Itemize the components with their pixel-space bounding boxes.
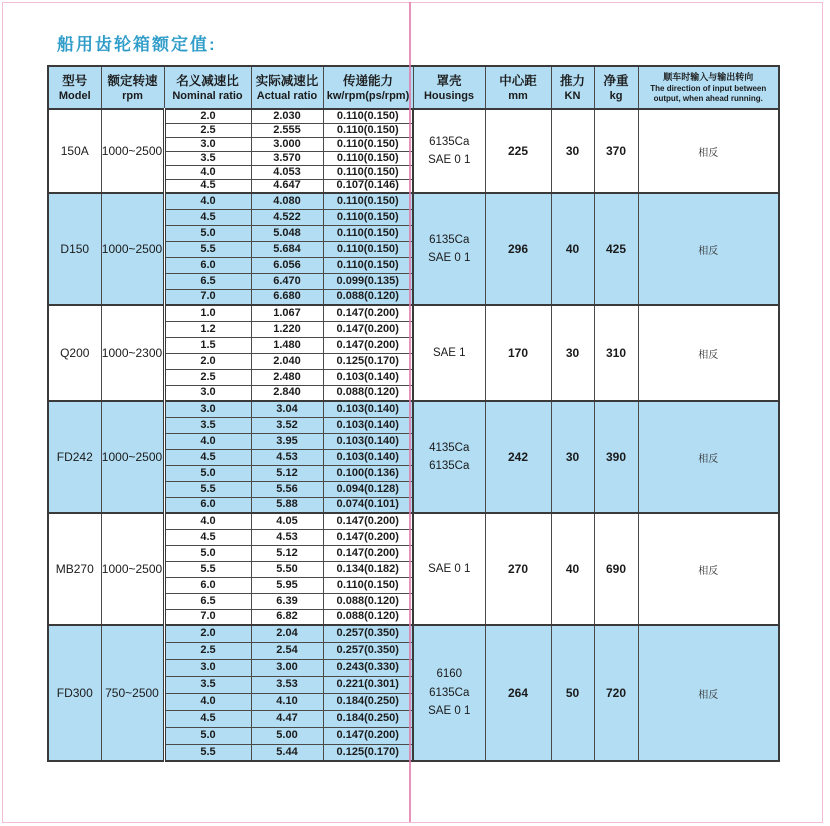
capacity-cell: 0.110(0.150): [323, 193, 413, 209]
nominal-ratio-cell: 4.0: [164, 165, 251, 179]
nominal-ratio-cell: 5.0: [164, 545, 251, 561]
housings-cell: SAE 1: [413, 305, 485, 401]
gearbox-ratings-table: [47, 65, 780, 762]
nominal-ratio-cell: 3.5: [164, 676, 251, 693]
housings-cell: 4135Ca 6135Ca: [413, 401, 485, 513]
nominal-ratio-cell: 5.5: [164, 744, 251, 761]
header-net-weight-en: kg: [609, 89, 623, 102]
capacity-cell: 0.184(0.250): [323, 693, 413, 710]
rpm-cell: 750~2500: [101, 625, 164, 761]
actual-ratio-cell: 5.684: [251, 241, 323, 257]
capacity-cell: 0.107(0.146): [323, 179, 413, 193]
model-cell: MB270: [48, 513, 101, 625]
nominal-ratio-cell: 4.0: [164, 513, 251, 529]
capacity-cell: 0.125(0.170): [323, 744, 413, 761]
ratio-row: [48, 305, 779, 321]
header-model: [48, 66, 101, 109]
capacity-cell: 0.110(0.150): [323, 209, 413, 225]
nominal-ratio-cell: 2.5: [164, 642, 251, 659]
capacity-cell: 0.147(0.200): [323, 545, 413, 561]
capacity-cell: 0.110(0.150): [323, 241, 413, 257]
nominal-ratio-cell: 1.2: [164, 321, 251, 337]
nominal-ratio-cell: 6.5: [164, 593, 251, 609]
actual-ratio-cell: 6.39: [251, 593, 323, 609]
capacity-cell: 0.103(0.140): [323, 449, 413, 465]
actual-ratio-cell: 4.522: [251, 209, 323, 225]
nominal-ratio-cell: 2.0: [164, 109, 251, 123]
actual-ratio-cell: 4.647: [251, 179, 323, 193]
nominal-ratio-cell: 6.5: [164, 273, 251, 289]
header-capacity-en: kw/rpm(ps/rpm): [326, 89, 410, 102]
capacity-cell: 0.074(0.101): [323, 497, 413, 513]
header-model-zh: 型号: [62, 73, 88, 88]
header-actual-ratio: [251, 66, 323, 109]
header-housings-en: Housings: [423, 89, 475, 102]
capacity-cell: 0.257(0.350): [323, 625, 413, 642]
direction-cell: 相反: [638, 625, 779, 761]
header-capacity-zh: 传递能力: [342, 73, 393, 88]
actual-ratio-cell: 2.555: [251, 123, 323, 137]
header-nominal-ratio: [164, 66, 251, 109]
actual-ratio-cell: 2.480: [251, 369, 323, 385]
capacity-cell: 0.100(0.136): [323, 465, 413, 481]
direction-cell: 相反: [638, 305, 779, 401]
nominal-ratio-cell: 5.0: [164, 465, 251, 481]
nominal-ratio-cell: 4.5: [164, 529, 251, 545]
rpm-cell: 1000~2500: [101, 513, 164, 625]
header-center-distance-zh: 中心距: [499, 73, 537, 88]
capacity-cell: 0.110(0.150): [323, 257, 413, 273]
thrust-cell: 30: [551, 109, 594, 193]
nominal-ratio-cell: 6.0: [164, 577, 251, 593]
actual-ratio-cell: 6.056: [251, 257, 323, 273]
nominal-ratio-cell: 3.5: [164, 151, 251, 165]
rpm-cell: 1000~2500: [101, 401, 164, 513]
capacity-cell: 0.184(0.250): [323, 710, 413, 727]
actual-ratio-cell: 5.00: [251, 727, 323, 744]
weight-cell: 370: [594, 109, 638, 193]
capacity-cell: 0.103(0.140): [323, 417, 413, 433]
nominal-ratio-cell: 3.0: [164, 659, 251, 676]
nominal-ratio-cell: 3.0: [164, 137, 251, 151]
actual-ratio-cell: 4.080: [251, 193, 323, 209]
housings-cell: SAE 0 1: [413, 513, 485, 625]
actual-ratio-cell: 4.53: [251, 449, 323, 465]
header-net-weight-zh: 净重: [603, 73, 629, 88]
rpm-cell: 1000~2500: [101, 109, 164, 193]
nominal-ratio-cell: 6.0: [164, 257, 251, 273]
direction-cell: 相反: [638, 401, 779, 513]
header-thrust-en: KN: [564, 89, 581, 102]
capacity-cell: 0.110(0.150): [323, 109, 413, 123]
nominal-ratio-cell: 2.5: [164, 369, 251, 385]
capacity-cell: 0.147(0.200): [323, 727, 413, 744]
actual-ratio-cell: 5.12: [251, 465, 323, 481]
actual-ratio-cell: 2.840: [251, 385, 323, 401]
weight-cell: 425: [594, 193, 638, 305]
direction-cell: 相反: [638, 193, 779, 305]
model-cell: D150: [48, 193, 101, 305]
actual-ratio-cell: 3.53: [251, 676, 323, 693]
actual-ratio-cell: 4.47: [251, 710, 323, 727]
header-nominal-ratio-en: Nominal ratio: [172, 89, 243, 102]
ratio-row: [48, 193, 779, 209]
capacity-cell: 0.103(0.140): [323, 433, 413, 449]
nominal-ratio-cell: 1.0: [164, 305, 251, 321]
header-model-en: Model: [58, 89, 91, 102]
header-thrust: [551, 66, 594, 109]
header-actual-ratio-zh: 实际减速比: [255, 73, 319, 88]
capacity-cell: 0.110(0.150): [323, 225, 413, 241]
nominal-ratio-cell: 3.5: [164, 417, 251, 433]
actual-ratio-cell: 3.95: [251, 433, 323, 449]
header-rated-speed: [101, 66, 164, 109]
actual-ratio-cell: 4.053: [251, 165, 323, 179]
capacity-cell: 0.221(0.301): [323, 676, 413, 693]
center-distance-cell: 170: [485, 305, 551, 401]
ratio-row: [48, 109, 779, 123]
nominal-ratio-cell: 4.5: [164, 710, 251, 727]
actual-ratio-cell: 3.04: [251, 401, 323, 417]
nominal-ratio-cell: 6.0: [164, 497, 251, 513]
actual-ratio-cell: 1.480: [251, 337, 323, 353]
actual-ratio-cell: 4.53: [251, 529, 323, 545]
nominal-ratio-cell: 4.0: [164, 693, 251, 710]
model-cell: FD242: [48, 401, 101, 513]
actual-ratio-cell: 2.030: [251, 109, 323, 123]
housings-cell: 6135Ca SAE 0 1: [413, 193, 485, 305]
nominal-ratio-cell: 4.0: [164, 433, 251, 449]
capacity-cell: 0.147(0.200): [323, 321, 413, 337]
center-distance-cell: 242: [485, 401, 551, 513]
actual-ratio-cell: 3.000: [251, 137, 323, 151]
nominal-ratio-cell: 2.0: [164, 353, 251, 369]
actual-ratio-cell: 2.040: [251, 353, 323, 369]
header-direction-en1: The direction of input between: [650, 84, 767, 94]
thrust-cell: 40: [551, 513, 594, 625]
header-housings-zh: 罩壳: [436, 73, 462, 88]
nominal-ratio-cell: 5.0: [164, 225, 251, 241]
capacity-cell: 0.147(0.200): [323, 337, 413, 353]
nominal-ratio-cell: 7.0: [164, 609, 251, 625]
header-net-weight: [594, 66, 638, 109]
header-row: [48, 66, 779, 109]
ratio-row: [48, 513, 779, 529]
rpm-cell: 1000~2300: [101, 305, 164, 401]
header-center-distance-en: mm: [508, 89, 528, 102]
capacity-cell: 0.110(0.150): [323, 165, 413, 179]
actual-ratio-cell: 5.50: [251, 561, 323, 577]
page-title: 船用齿轮箱额定值:: [57, 35, 217, 54]
nominal-ratio-cell: 2.5: [164, 123, 251, 137]
capacity-cell: 0.110(0.150): [323, 123, 413, 137]
actual-ratio-cell: 2.54: [251, 642, 323, 659]
center-distance-cell: 296: [485, 193, 551, 305]
actual-ratio-cell: 5.048: [251, 225, 323, 241]
weight-cell: 720: [594, 625, 638, 761]
actual-ratio-cell: 4.10: [251, 693, 323, 710]
capacity-cell: 0.257(0.350): [323, 642, 413, 659]
nominal-ratio-cell: 3.0: [164, 385, 251, 401]
header-direction: [638, 66, 779, 109]
capacity-cell: 0.243(0.330): [323, 659, 413, 676]
nominal-ratio-cell: 3.0: [164, 401, 251, 417]
actual-ratio-cell: 5.44: [251, 744, 323, 761]
model-cell: 150A: [48, 109, 101, 193]
header-direction-zh: 顺车时输入与输出转向: [663, 71, 754, 82]
model-cell: FD300: [48, 625, 101, 761]
nominal-ratio-cell: 7.0: [164, 289, 251, 305]
capacity-cell: 0.147(0.200): [323, 529, 413, 545]
actual-ratio-cell: 1.067: [251, 305, 323, 321]
thrust-cell: 40: [551, 193, 594, 305]
header-capacity: [323, 66, 413, 109]
housings-cell: 6135Ca SAE 0 1: [413, 109, 485, 193]
nominal-ratio-cell: 5.5: [164, 481, 251, 497]
actual-ratio-cell: 3.570: [251, 151, 323, 165]
housings-cell: 6160 6135Ca SAE 0 1: [413, 625, 485, 761]
actual-ratio-cell: 1.220: [251, 321, 323, 337]
capacity-cell: 0.110(0.150): [323, 151, 413, 165]
nominal-ratio-cell: 1.5: [164, 337, 251, 353]
header-nominal-ratio-zh: 名义减速比: [176, 73, 239, 88]
thrust-cell: 30: [551, 401, 594, 513]
capacity-cell: 0.094(0.128): [323, 481, 413, 497]
capacity-cell: 0.088(0.120): [323, 385, 413, 401]
nominal-ratio-cell: 5.5: [164, 561, 251, 577]
weight-cell: 310: [594, 305, 638, 401]
capacity-cell: 0.088(0.120): [323, 593, 413, 609]
actual-ratio-cell: 5.12: [251, 545, 323, 561]
nominal-ratio-cell: 5.5: [164, 241, 251, 257]
table-body: [48, 109, 779, 761]
nominal-ratio-cell: 4.0: [164, 193, 251, 209]
ratio-row: [48, 625, 779, 642]
model-cell: Q200: [48, 305, 101, 401]
capacity-cell: 0.110(0.150): [323, 577, 413, 593]
nominal-ratio-cell: 4.5: [164, 179, 251, 193]
center-distance-cell: 225: [485, 109, 551, 193]
center-distance-cell: 264: [485, 625, 551, 761]
direction-cell: 相反: [638, 109, 779, 193]
capacity-cell: 0.110(0.150): [323, 137, 413, 151]
capacity-cell: 0.099(0.135): [323, 273, 413, 289]
capacity-cell: 0.088(0.120): [323, 609, 413, 625]
nominal-ratio-cell: 4.5: [164, 449, 251, 465]
capacity-cell: 0.147(0.200): [323, 305, 413, 321]
center-distance-cell: 270: [485, 513, 551, 625]
capacity-cell: 0.134(0.182): [323, 561, 413, 577]
nominal-ratio-cell: 5.0: [164, 727, 251, 744]
actual-ratio-cell: 2.04: [251, 625, 323, 642]
rpm-cell: 1000~2500: [101, 193, 164, 305]
weight-cell: 390: [594, 401, 638, 513]
actual-ratio-cell: 5.56: [251, 481, 323, 497]
header-direction-en2: output, when ahead running.: [653, 94, 763, 104]
direction-cell: 相反: [638, 513, 779, 625]
capacity-cell: 0.103(0.140): [323, 401, 413, 417]
header-rated-speed-en: rpm: [122, 89, 143, 102]
actual-ratio-cell: 5.95: [251, 577, 323, 593]
thrust-cell: 50: [551, 625, 594, 761]
actual-ratio-cell: 5.88: [251, 497, 323, 513]
capacity-cell: 0.125(0.170): [323, 353, 413, 369]
actual-ratio-cell: 6.680: [251, 289, 323, 305]
ratio-row: [48, 401, 779, 417]
header-actual-ratio-en: Actual ratio: [256, 89, 318, 102]
capacity-cell: 0.088(0.120): [323, 289, 413, 305]
actual-ratio-cell: 3.00: [251, 659, 323, 676]
header-housings: [413, 66, 485, 109]
thrust-cell: 30: [551, 305, 594, 401]
nominal-ratio-cell: 4.5: [164, 209, 251, 225]
actual-ratio-cell: 3.52: [251, 417, 323, 433]
header-thrust-zh: 推力: [559, 73, 585, 88]
nominal-ratio-cell: 2.0: [164, 625, 251, 642]
header-center-distance: [485, 66, 551, 109]
capacity-cell: 0.147(0.200): [323, 513, 413, 529]
capacity-cell: 0.103(0.140): [323, 369, 413, 385]
actual-ratio-cell: 6.82: [251, 609, 323, 625]
actual-ratio-cell: 4.05: [251, 513, 323, 529]
weight-cell: 690: [594, 513, 638, 625]
actual-ratio-cell: 6.470: [251, 273, 323, 289]
header-rated-speed-zh: 额定转速: [107, 73, 158, 88]
